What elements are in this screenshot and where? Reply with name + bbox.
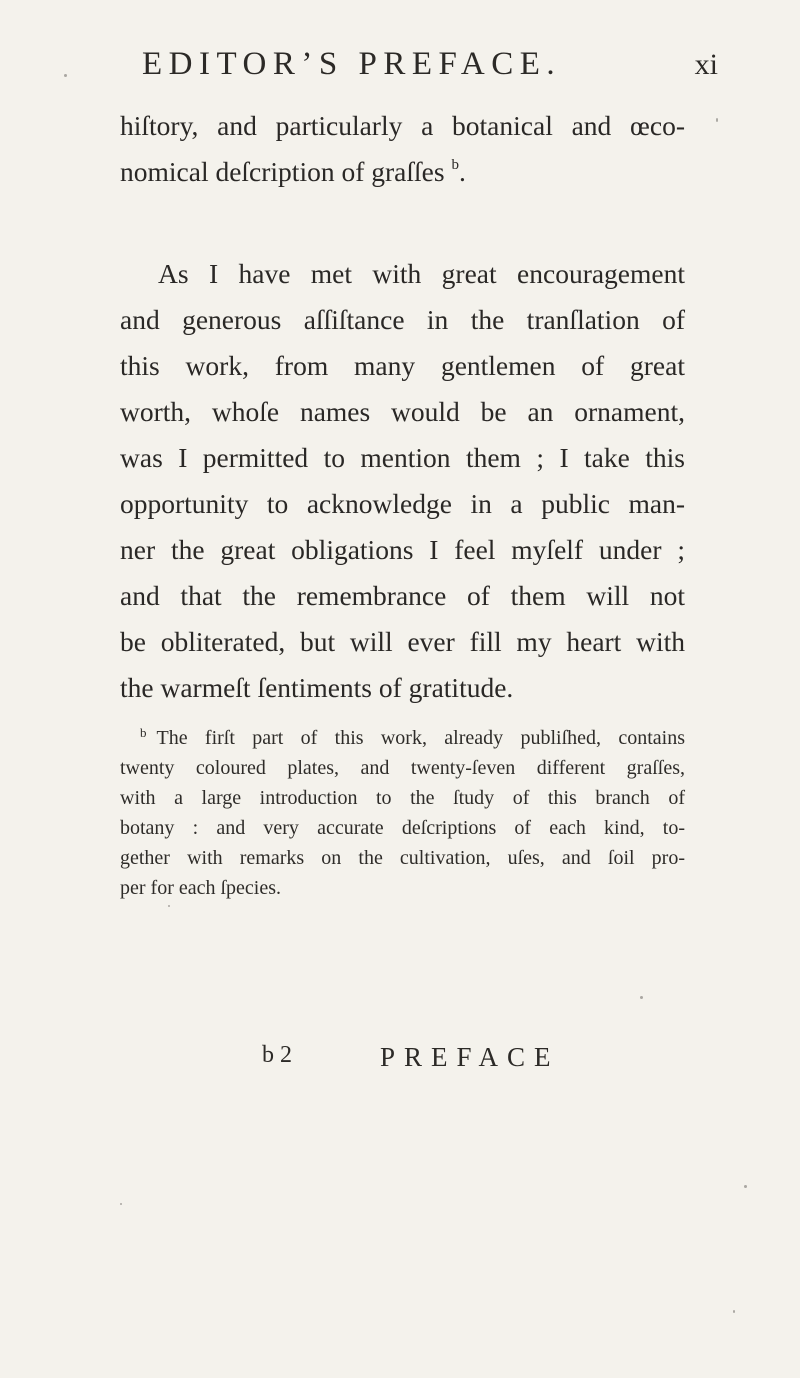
paragraph-1	[120, 103, 685, 195]
paragraph-1-line-text: nomical deſcription of graſſes	[120, 156, 445, 187]
footnote-line: gether with remarks on the cultivation, uſes, and ſoil pro-	[120, 847, 685, 869]
page-number: xi	[694, 48, 718, 81]
paper-speck	[744, 1185, 747, 1188]
paper-speck	[120, 1203, 122, 1205]
footnote-line: with a large introduction to the ſtudy of this branch of	[120, 787, 685, 809]
paper-speck	[733, 1310, 735, 1313]
footnote-reference: b	[451, 157, 459, 173]
paragraph-2-line: As I have met with great encouragement	[158, 258, 685, 289]
paragraph-2-line: the warmeſt ſentiments of gratitude.	[120, 672, 514, 703]
paper-speck	[640, 996, 643, 999]
footnote-line: twenty coloured plates, and twenty-ſeven different graſſes,	[120, 757, 685, 779]
footnote-line: The firſt part of this work, already publiſhed, contains	[156, 727, 685, 749]
paragraph-1-end-punct: .	[458, 156, 466, 187]
footnote	[120, 718, 685, 903]
paragraph-2-line: was I permitted to mention them ; I take this	[120, 442, 685, 473]
catchline	[0, 1042, 800, 1082]
paragraph-2-line: this work, from many gentlemen of great	[120, 350, 685, 381]
paper-speck	[168, 905, 170, 907]
footnote-line: botany : and very accurate deſcriptions of each kind, to-	[120, 817, 685, 839]
paragraph-2-line: opportunity to acknowledge in a public man-	[120, 488, 685, 519]
footnote-mark: b	[140, 725, 147, 740]
signature-mark: b 2	[262, 1042, 292, 1068]
paragraph-1-line: hiſtory, and particularly a botanical and œco-	[120, 110, 685, 141]
paragraph-2-line: be obliterated, but will ever fill my heart with	[120, 626, 685, 657]
paragraph-2-line: and that the remembrance of them will not	[120, 580, 685, 611]
paragraph-2	[120, 251, 685, 711]
paragraph-2-line: ner the great obligations I feel myſelf under ;	[120, 534, 685, 565]
running-head	[0, 46, 800, 96]
paper-speck	[64, 74, 67, 77]
paragraph-2-line: worth, whoſe names would be an ornament,	[120, 396, 685, 427]
paragraph-2-line: and generous aſſiſtance in the tranſlation of	[120, 304, 685, 335]
paper-speck	[716, 118, 718, 122]
running-head-title: EDITOR’S PREFACE.	[142, 46, 562, 82]
footnote-first-line	[120, 718, 685, 753]
catchword: PREFACE	[380, 1042, 560, 1072]
footnote-line: per for each ſpecies.	[120, 877, 282, 899]
paragraph-1-line-last	[120, 149, 685, 195]
